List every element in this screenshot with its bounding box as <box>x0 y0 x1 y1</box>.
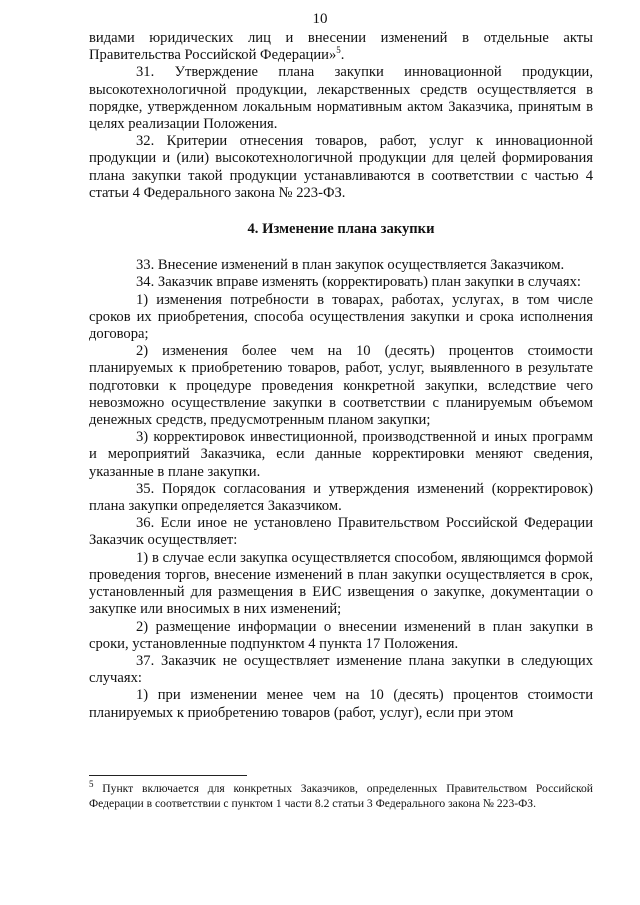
paragraph-36-item-1: 1) в случае если закупка осуществляется способом, являющимся формой проведения торгов, внесение изменений в план закупки осуществляется в срок, установленный для размещения в ЕИС извещения о закупке, документации о закупке или вносимых в них изменений; <box>89 549 593 618</box>
paragraph-34-item-1: 1) изменения потребности в товарах, работах, услугах, в том числе сроков их приобретения, способа осуществления закупки и срока исполнения договора; <box>89 291 593 343</box>
footnote <box>89 781 593 811</box>
paragraph-34-item-2: 2) изменения более чем на 10 (десять) процентов стоимости планируемых к приобретению товаров, работ, услуг, выявленного в результате подготовки к процедуре проведения конкретной закупки, вследствие чего невозможно осуществление закупки в соответствии с планируемым объемом денежных средств, предусмотренным планом закупки; <box>89 343 593 429</box>
document-body <box>89 30 593 722</box>
paragraph-37-item-1: 1) при изменении менее чем на 10 (десять) процентов стоимости планируемых к приобретению товаров (работ, услуг), если при этом <box>89 687 593 721</box>
footnote-reference[interactable]: 5 <box>336 45 341 56</box>
paragraph-end: . <box>340 47 345 64</box>
footnote-marker: 5 <box>89 779 94 790</box>
paragraph-text: видами юридических лиц и внесении изменений в отдельные акты Правительства Российской Федерации» <box>89 30 593 64</box>
paragraph-34-item-3: 3) корректировок инвестиционной, производственной и иных программ и мероприятий Заказчика, если данные корректировки меняют сведения, указанные в плане закупки. <box>89 429 593 480</box>
section-heading: 4. Изменение плана закупки <box>247 221 435 238</box>
paragraph-36-item-2: 2) размещение информации о внесении изменений в план закупки в сроки, установленные подпунктом 4 пункта 17 Положения. <box>89 618 593 652</box>
paragraph-32: 32. Критерии отнесения товаров, работ, услуг к инновационной продукции и (или) высокотехнологичной продукции для целей формирования плана закупки такой продукции устанавливаются в соответствии с частью 4 статьи 4 Федерального закона № 223-ФЗ. <box>89 133 593 201</box>
paragraph-37: 37. Заказчик не осуществляет изменение плана закупки в следующих случаях: <box>89 652 593 687</box>
page-number: 10 <box>312 11 328 27</box>
footnote-divider <box>89 775 247 776</box>
footnote-5 <box>89 781 593 811</box>
footnote-text: Пункт включается для конкретных Заказчиков, определенных Правительством Российской Федерации в соответствии с пунктом 1 части 8.2 статьи 3 Федерального закона № 223-ФЗ. <box>89 782 593 810</box>
paragraph-31: 31. Утверждение плана закупки инновационной продукции, высокотехнологичной продукции, лекарственных средств осуществляется в порядке, утвержденном локальным нормативным актом Заказчика, принятым в целях реализации Положения. <box>89 64 593 133</box>
paragraph-35: 35. Порядок согласования и утверждения изменений (корректировок) плана закупки определяется Заказчиком. <box>89 480 593 515</box>
paragraph-36: 36. Если иное не установлено Правительством Российской Федерации Заказчик осуществляет: <box>89 515 593 549</box>
paragraph-continuation <box>89 30 593 64</box>
paragraph-33: 33. Внесение изменений в план закупок осуществляется Заказчиком. <box>136 257 565 274</box>
paragraph-34: 34. Заказчик вправе изменять (корректировать) план закупки в случаях: <box>136 274 581 291</box>
